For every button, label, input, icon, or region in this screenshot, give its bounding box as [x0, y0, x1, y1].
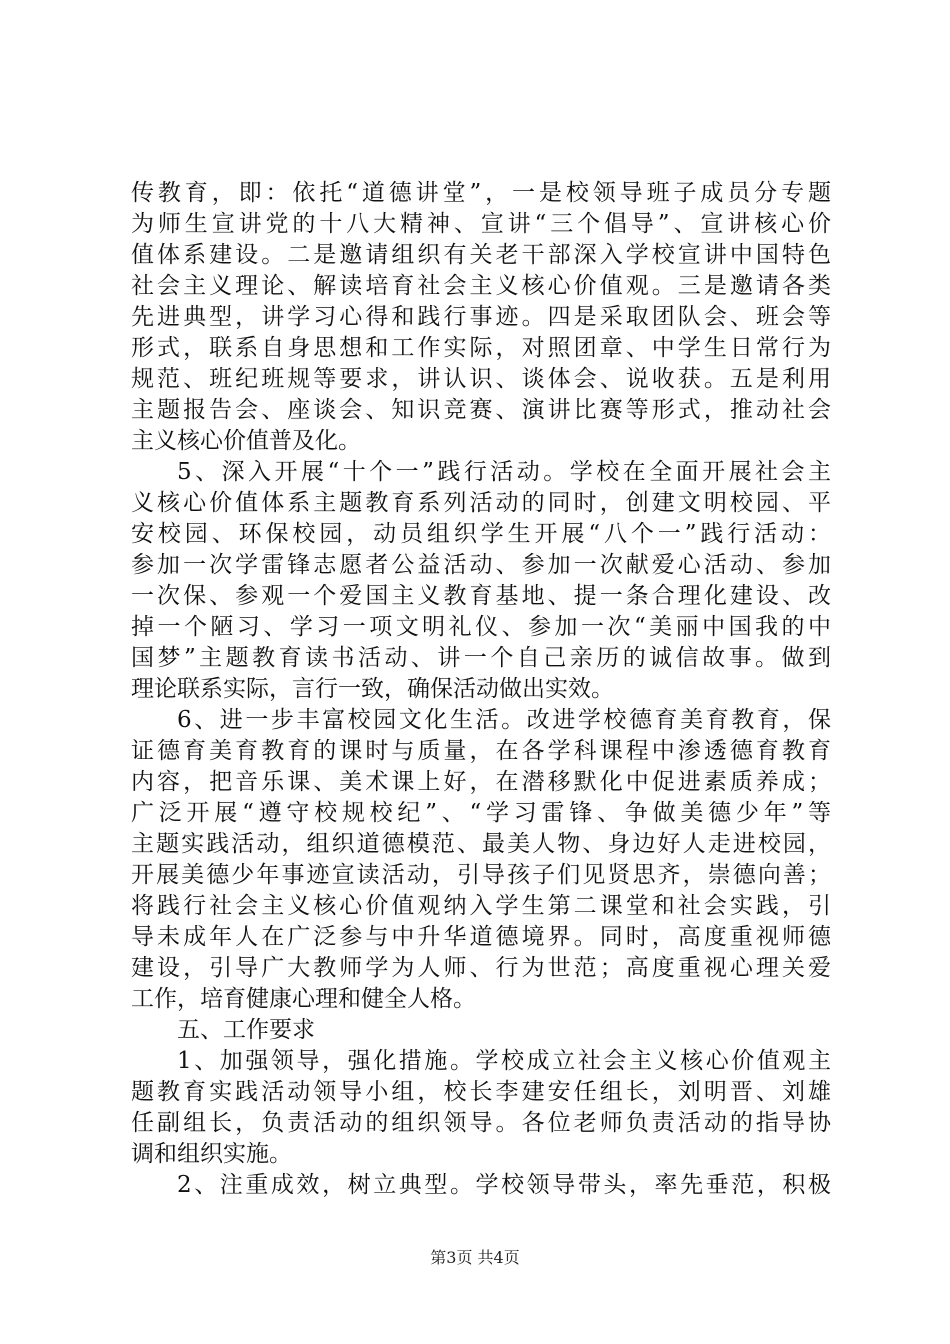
text-line: 社会主义理论、解读培育社会主义核心价值观。三是邀请各类 — [131, 273, 831, 299]
text-line: 五、工作要求 — [177, 1017, 315, 1043]
text-line: 理论联系实际，言行一致，确保活动做出实效。 — [131, 676, 614, 702]
text-line: 2、注重成效，树立典型。学校领导带头，率先垂范，积极 — [177, 1172, 831, 1198]
text-line: 内容，把音乐课、美术课上好，在潜移默化中促进素质养成； — [131, 769, 831, 795]
text-line: 为师生宣讲党的十八大精神、宣讲“三个倡导”、宣讲核心价 — [131, 211, 831, 237]
text-line: 6、进一步丰富校园文化生活。改进学校德育美育教育，保 — [177, 707, 831, 733]
text-line: 导未成年人在广泛参与中升华道德境界。同时，高度重视师德 — [131, 924, 831, 950]
text-line: 5、深入开展“十个一”践行活动。学校在全面开展社会主 — [177, 459, 831, 485]
document-body — [131, 178, 831, 1201]
text-line: 建设，引导广大教师学为人师、行为世范；高度重视心理关爱 — [131, 955, 831, 981]
text-line: 传教育，即：依托“道德讲堂”，一是校领导班子成员分专题 — [131, 180, 831, 206]
text-line: 掉一个陋习、学习一项文明礼仪、参加一次“美丽中国我的中 — [131, 614, 831, 640]
text-line: 主题报告会、座谈会、知识竞赛、演讲比赛等形式，推动社会 — [131, 397, 831, 423]
text-line: 题教育实践活动领导小组，校长李建安任组长，刘明晋、刘雄 — [131, 1079, 831, 1105]
text-line: 广泛开展“遵守校规校纪”、“学习雷锋、争做美德少年”等 — [131, 800, 831, 826]
text-line: 任副组长，负责活动的组织领导。各位老师负责活动的指导协 — [131, 1110, 831, 1136]
text-line: 证德育美育教育的课时与质量，在各学科课程中渗透德育教育 — [131, 738, 831, 764]
text-line: 主义核心价值普及化。 — [131, 428, 361, 454]
text-line: 安校园、环保校园，动员组织学生开展“八个一”践行活动： — [131, 521, 831, 547]
text-line: 值体系建设。二是邀请组织有关老干部深入学校宣讲中国特色 — [131, 242, 831, 268]
page-number-footer: 第3页 共4页 — [430, 1248, 520, 1267]
text-line: 义核心价值体系主题教育系列活动的同时，创建文明校园、平 — [131, 490, 831, 516]
text-line: 一次保、参观一个爱国主义教育基地、提一条合理化建设、改 — [131, 583, 831, 609]
text-line: 1、加强领导，强化措施。学校成立社会主义核心价值观主 — [177, 1048, 831, 1074]
text-line: 工作，培育健康心理和健全人格。 — [131, 986, 476, 1012]
text-line: 形式，联系自身思想和工作实际，对照团章、中学生日常行为 — [131, 335, 831, 361]
text-line: 主题实践活动，组织道德模范、最美人物、身边好人走进校园， — [131, 831, 831, 857]
text-line: 国梦”主题教育读书活动、讲一个自己亲历的诚信故事。做到 — [131, 645, 831, 671]
text-line: 开展美德少年事迹宣读活动，引导孩子们见贤思齐，崇德向善； — [131, 862, 831, 888]
text-line: 参加一次学雷锋志愿者公益活动、参加一次献爱心活动、参加 — [131, 552, 831, 578]
text-line: 先进典型，讲学习心得和践行事迹。四是采取团队会、班会等 — [131, 304, 831, 330]
text-line: 调和组织实施。 — [131, 1141, 292, 1167]
text-line: 规范、班纪班规等要求，讲认识、谈体会、说收获。五是利用 — [131, 366, 831, 392]
text-line: 将践行社会主义核心价值观纳入学生第二课堂和社会实践，引 — [131, 893, 831, 919]
